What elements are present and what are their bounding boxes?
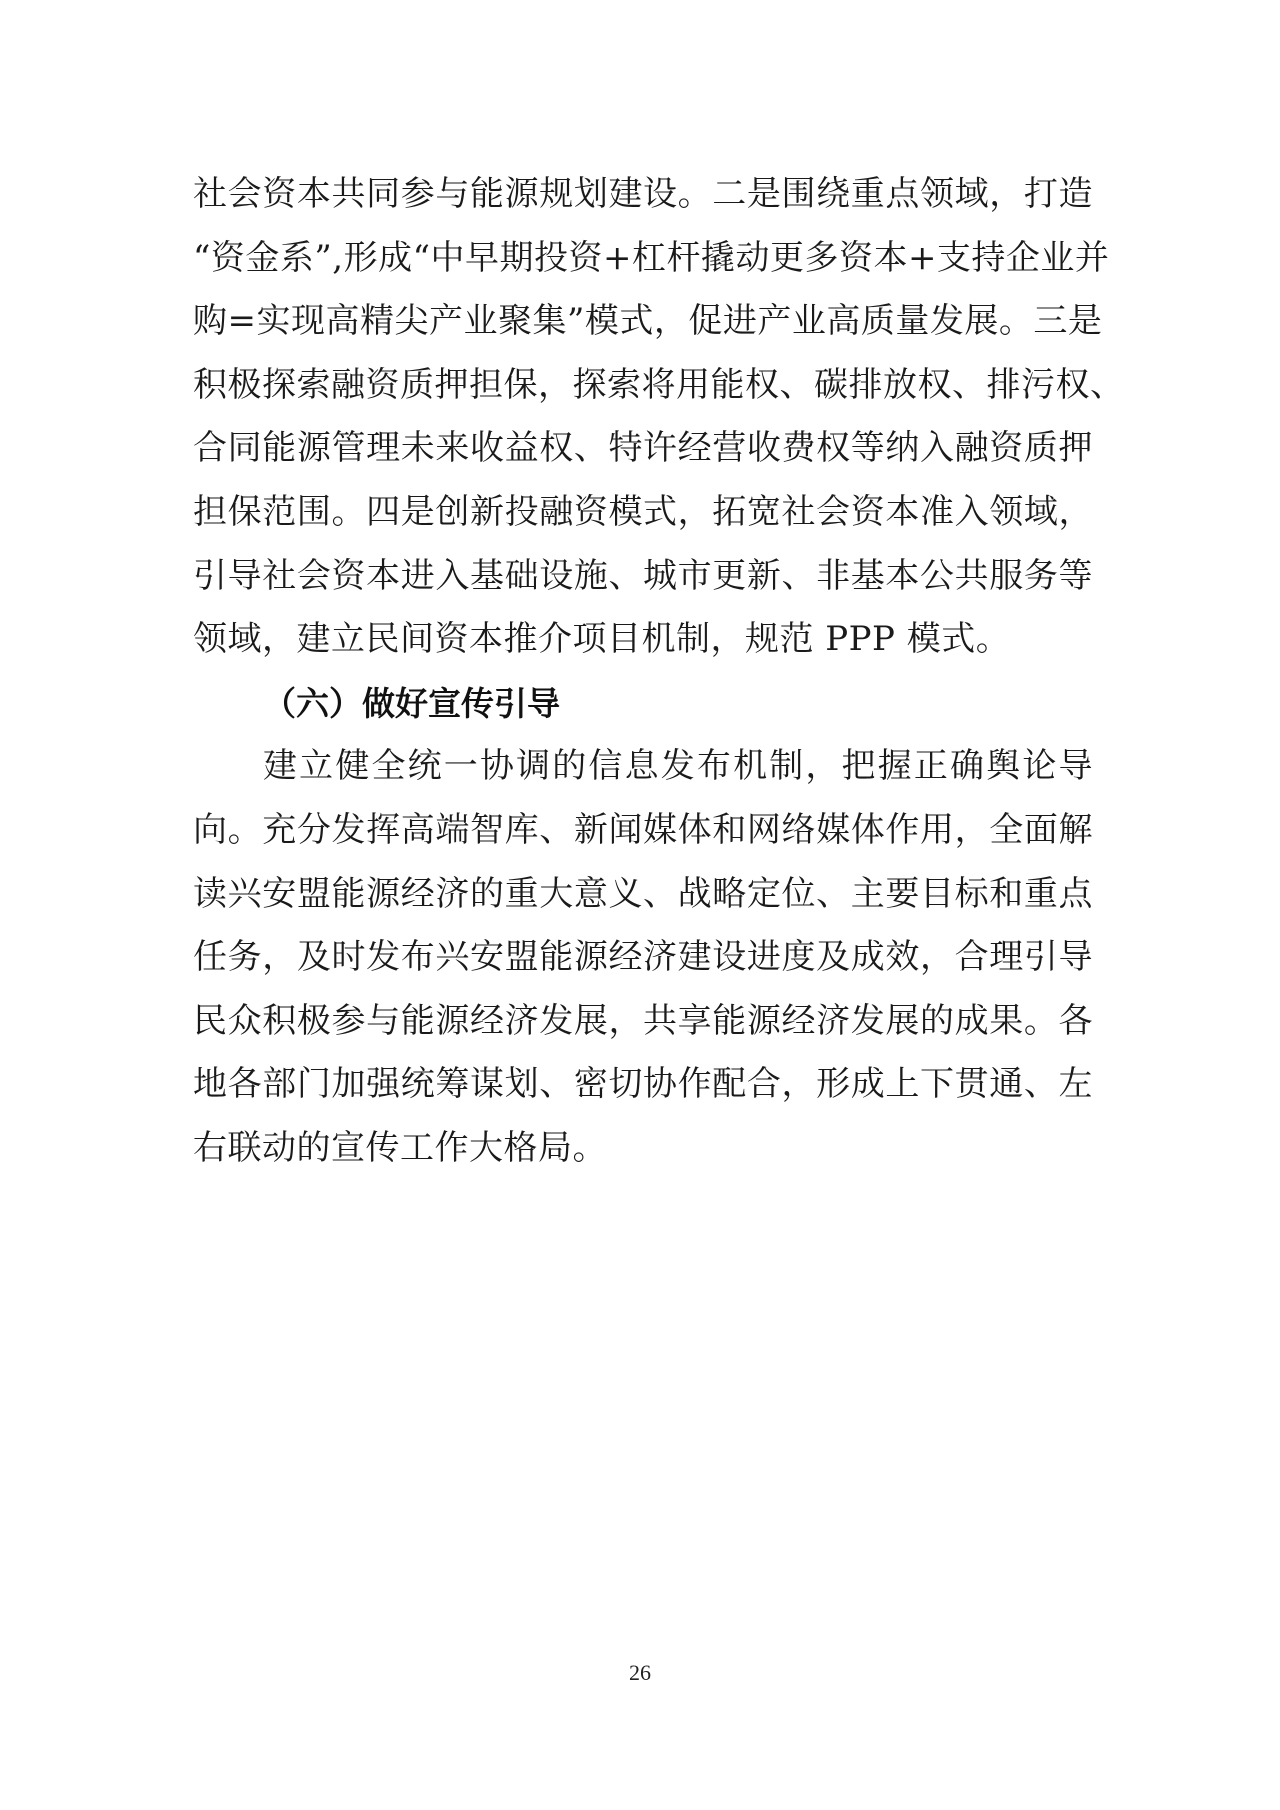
text-line: 购=实现高精尖产业聚集”模式，促进产业高质量发展。三是 xyxy=(193,301,1103,342)
paragraph-publicity xyxy=(193,735,1093,1180)
text-line: 民众积极参与能源经济发展，共享能源经济发展的成果。各 xyxy=(193,1000,1093,1041)
text-line: 右联动的宣传工作大格局。 xyxy=(193,1127,607,1168)
section-heading: （六）做好宣传引导 xyxy=(263,683,560,723)
text-line: 担保范围。四是创新投融资模式，拓宽社会资本准入领域， xyxy=(193,491,1093,532)
text-line: 积极探索融资质押担保，探索将用能权、碳排放权、排污权、 xyxy=(193,364,1125,405)
text-line: 任务，及时发布兴安盟能源经济建设进度及成效，合理引导 xyxy=(193,937,1093,978)
text-line: 领域，建立民间资本推介项目机制，规范 PPP 模式。 xyxy=(193,619,1011,660)
text-line: 引导社会资本进入基础设施、城市更新、非基本公共服务等 xyxy=(193,555,1093,596)
text-line: 地各部门加强统筹谋划、密切协作配合，形成上下贯通、左 xyxy=(193,1064,1093,1105)
text-line: 读兴安盟能源经济的重大意义、战略定位、主要目标和重点 xyxy=(193,873,1093,914)
text-line: 合同能源管理未来收益权、特许经营收费权等纳入融资质押 xyxy=(193,428,1093,469)
paragraph-continued xyxy=(193,163,1125,672)
text-line: 建立健全统一协调的信息发布机制，把握正确舆论导 xyxy=(263,746,1093,787)
page-number: 26 xyxy=(629,1660,651,1685)
text-line: 社会资本共同参与能源规划建设。二是围绕重点领域，打造 xyxy=(193,174,1093,214)
text-line: “资金系”,形成“中早期投资+杠杆撬动更多资本+支持企业并 xyxy=(193,237,1110,278)
body-text xyxy=(193,163,1125,1181)
text-line: 向。充分发挥高端智库、新闻媒体和网络媒体作用，全面解 xyxy=(193,809,1093,850)
